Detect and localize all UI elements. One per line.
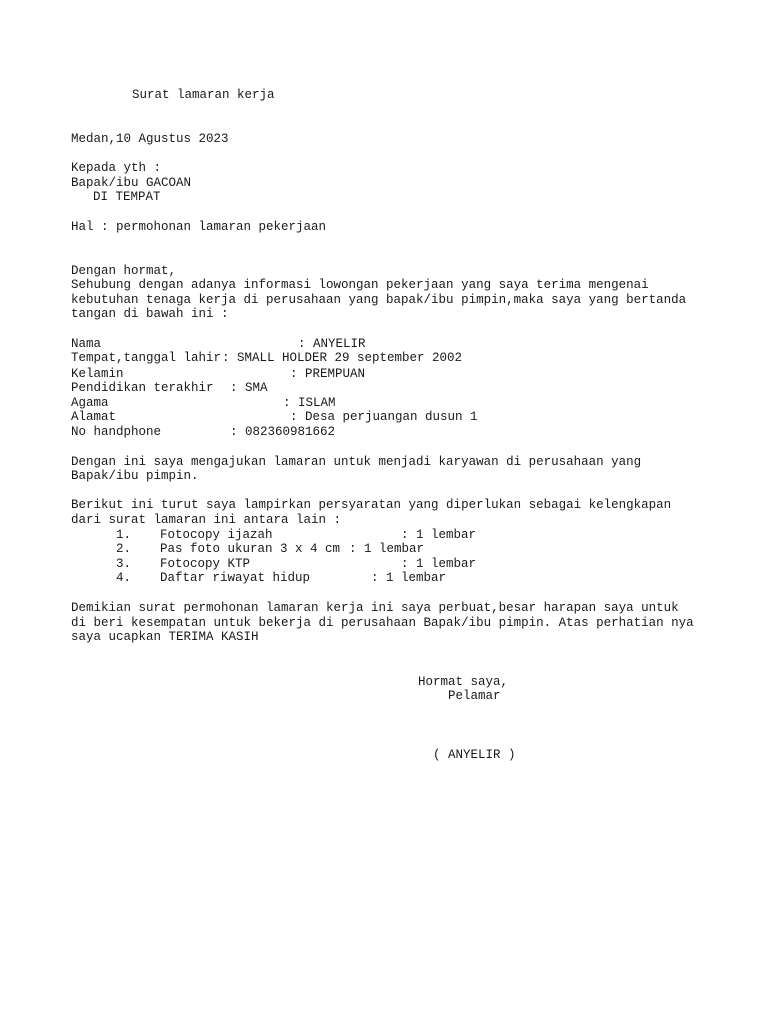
identity-label: Kelamin bbox=[71, 367, 124, 381]
attachments-intro-line: dari surat lamaran ini antara lain : bbox=[71, 513, 342, 527]
identity-label: No handphone bbox=[71, 425, 162, 439]
identity-value: : 082360981662 bbox=[230, 425, 336, 439]
attachment-number: 3. bbox=[116, 557, 132, 571]
attachment-item: Fotocopy KTP bbox=[160, 557, 251, 571]
attachment-qty: : 1 lembar bbox=[371, 571, 447, 585]
recipient-location: DI TEMPAT bbox=[93, 190, 161, 204]
intro-line: kebutuhan tenaga kerja di perusahaan yang bapak/ibu pimpin,maka saya yang bertanda bbox=[71, 293, 687, 307]
recipient-name: Bapak/ibu GACOAN bbox=[71, 176, 192, 190]
attachment-item: Daftar riwayat hidup bbox=[160, 571, 311, 585]
place-date: Medan,10 Agustus 2023 bbox=[71, 132, 229, 146]
attachment-number: 2. bbox=[116, 542, 132, 556]
application-line: Bapak/ibu pimpin. bbox=[71, 469, 199, 483]
identity-label: Nama bbox=[71, 337, 102, 351]
closing-line: di beri kesempatan untuk bekerja di perusahaan Bapak/ibu pimpin. Atas perhatian nya bbox=[71, 616, 694, 630]
identity-value: : SMALL HOLDER 29 september 2002 bbox=[222, 351, 463, 365]
signature-salutation: Hormat saya, bbox=[418, 675, 509, 689]
letter-title: Surat lamaran kerja bbox=[132, 88, 275, 102]
identity-value: : Desa perjuangan dusun 1 bbox=[290, 410, 478, 424]
signature-role: Pelamar bbox=[448, 689, 501, 703]
closing-line: saya ucapkan TERIMA KASIH bbox=[71, 630, 259, 644]
recipient-to: Kepada yth : bbox=[71, 161, 162, 175]
identity-label: Alamat bbox=[71, 410, 117, 424]
identity-label: Tempat,tanggal lahir bbox=[71, 351, 222, 365]
identity-label: Agama bbox=[71, 396, 109, 410]
attachment-item: Pas foto ukuran 3 x 4 cm bbox=[160, 542, 341, 556]
identity-value: : ISLAM bbox=[283, 396, 336, 410]
identity-value: : SMA bbox=[230, 381, 268, 395]
attachment-qty: : 1 lembar bbox=[401, 557, 477, 571]
signature-name: ( ANYELIR ) bbox=[433, 748, 516, 762]
attachment-item: Fotocopy ijazah bbox=[160, 528, 273, 542]
intro-line: tangan di bawah ini : bbox=[71, 307, 229, 321]
attachment-number: 4. bbox=[116, 571, 132, 585]
intro-line: Sehubung dengan adanya informasi lowongan pekerjaan yang saya terima mengenai bbox=[71, 278, 649, 292]
attachment-qty: : 1 lembar bbox=[401, 528, 477, 542]
application-line: Dengan ini saya mengajukan lamaran untuk menjadi karyawan di perusahaan yang bbox=[71, 455, 642, 469]
identity-value: : ANYELIR bbox=[298, 337, 366, 351]
attachments-intro-line: Berikut ini turut saya lampirkan persyaratan yang diperlukan sebagai kelengkapan bbox=[71, 498, 672, 512]
subject-line: Hal : permohonan lamaran pekerjaan bbox=[71, 220, 327, 234]
attachment-number: 1. bbox=[116, 528, 132, 542]
attachment-qty: : 1 lembar bbox=[349, 542, 425, 556]
identity-value: : PREMPUAN bbox=[290, 367, 366, 381]
greeting: Dengan hormat, bbox=[71, 264, 177, 278]
closing-line: Demikian surat permohonan lamaran kerja ini saya perbuat,besar harapan saya untuk bbox=[71, 601, 679, 615]
identity-label: Pendidikan terakhir bbox=[71, 381, 214, 395]
